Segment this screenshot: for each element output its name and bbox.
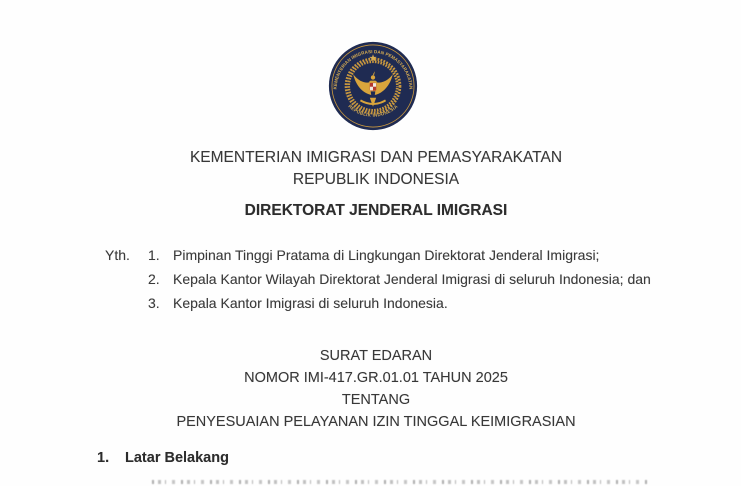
recipients-list xyxy=(148,243,655,315)
document-title: PENYESUAIAN PELAYANAN IZIN TINGGAL KEIMIGRASIAN xyxy=(176,414,576,430)
cutoff-text-line xyxy=(152,480,648,484)
recipients-block xyxy=(97,243,655,315)
about-label: TENTANG xyxy=(341,392,411,408)
recipient-text: Kepala Kantor Wilayah Direktorat Jenderal Imigrasi di seluruh Indonesia; dan xyxy=(173,271,651,287)
recipient-number: 3. xyxy=(148,295,160,311)
document-type: SURAT EDARAN xyxy=(319,348,433,364)
section-heading xyxy=(97,448,655,468)
ministry-name: KEMENTERIAN IMIGRASI DAN PEMASYARAKATAN xyxy=(189,149,563,166)
recipient-item xyxy=(148,291,655,315)
seal-top-ring-text: KEMENTERIAN IMIGRASI DAN PEMASYARAKATAN xyxy=(332,49,414,90)
republic-name: REPUBLIK INDONESIA xyxy=(292,170,460,188)
subject-block xyxy=(97,345,655,433)
letterhead xyxy=(97,147,655,190)
section-title: Latar Belakang xyxy=(125,450,229,466)
ministry-seal-logo xyxy=(328,41,418,131)
recipient-item xyxy=(148,267,655,291)
recipients-label: Yth. xyxy=(105,247,130,263)
recipient-text: Pimpinan Tinggi Pratama di Lingkungan Direktorat Jenderal Imigrasi; xyxy=(173,247,600,263)
recipient-number: 2. xyxy=(148,271,160,287)
directorate-name: DIREKTORAT JENDERAL IMIGRASI xyxy=(244,202,508,219)
pancasila-shield-icon xyxy=(370,83,376,91)
recipient-item xyxy=(148,243,655,267)
section-number: 1. xyxy=(97,450,110,466)
document-number: NOMOR IMI-417.GR.01.01 TAHUN 2025 xyxy=(244,370,508,386)
seal-bottom-ring-text: REPUBLIK INDONESIA xyxy=(347,103,399,118)
recipient-number: 1. xyxy=(148,247,160,263)
recipient-text: Kepala Kantor Imigrasi di seluruh Indonesia. xyxy=(173,295,448,311)
